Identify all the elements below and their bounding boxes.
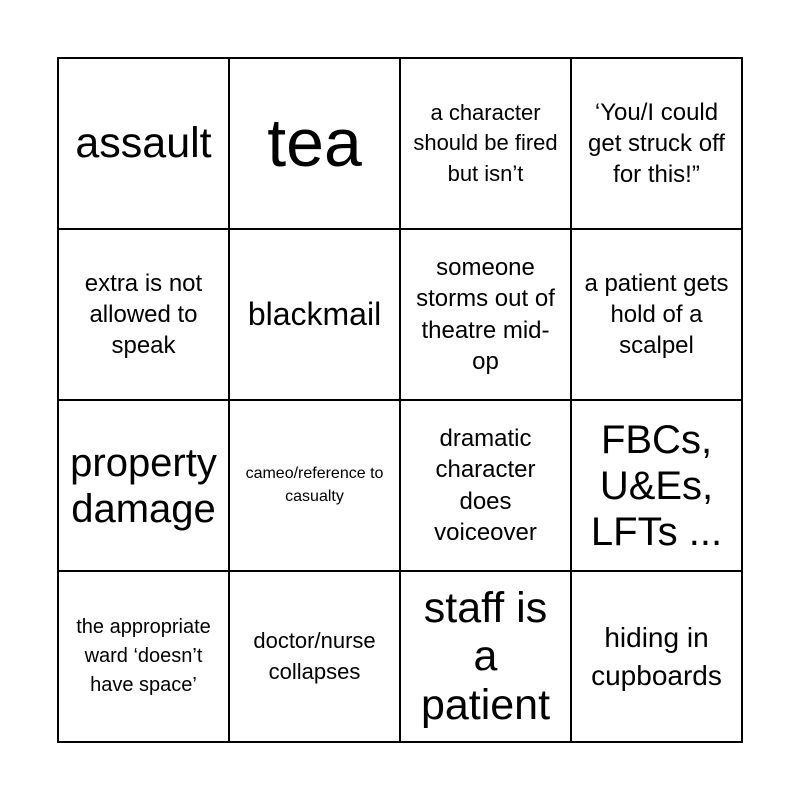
bingo-cell-patient-gets-scalpel[interactable] xyxy=(572,230,743,401)
bingo-cell-storms-out-of-theatre[interactable] xyxy=(401,230,572,401)
bingo-card xyxy=(57,57,743,743)
cell-label: a character should be fired but isn’t xyxy=(413,99,558,186)
cell-label: dramatic character does voiceover xyxy=(434,425,537,546)
cell-label: hiding in cupboards xyxy=(591,621,722,691)
cell-label: cameo/reference to casualty xyxy=(245,465,384,505)
bingo-cell-extra-not-allowed-to-speak[interactable] xyxy=(59,230,230,401)
cell-label: ‘You/I could get struck off for this!” xyxy=(588,98,725,189)
bingo-cell-property-damage[interactable] xyxy=(59,401,230,572)
cell-label: tea xyxy=(267,104,362,181)
bingo-cell-doctor-nurse-collapses[interactable] xyxy=(230,572,401,743)
cell-label: extra is not allowed to speak xyxy=(84,269,203,360)
cell-label: doctor/nurse collapses xyxy=(253,628,376,684)
cell-label: blackmail xyxy=(247,296,382,333)
cell-label: staff is a patient xyxy=(420,584,551,729)
bingo-cell-staff-is-patient[interactable] xyxy=(401,572,572,743)
bingo-cell-dramatic-voiceover[interactable] xyxy=(401,401,572,572)
bingo-cell-cameo-casualty[interactable] xyxy=(230,401,401,572)
cell-label: assault xyxy=(75,119,212,168)
cell-label: the appropriate ward ‘doesn’t have space’ xyxy=(76,616,211,696)
bingo-cell-assault[interactable] xyxy=(59,59,230,230)
cell-label: FBCs, U&Es, LFTs ... xyxy=(590,417,723,554)
cell-label: property damage xyxy=(70,440,217,531)
bingo-cell-tea[interactable] xyxy=(230,59,401,230)
bingo-cell-hiding-in-cupboards[interactable] xyxy=(572,572,743,743)
bingo-cell-character-should-be-fired[interactable] xyxy=(401,59,572,230)
bingo-cell-blackmail[interactable] xyxy=(230,230,401,401)
bingo-cell-struck-off[interactable] xyxy=(572,59,743,230)
bingo-cell-ward-no-space[interactable] xyxy=(59,572,230,743)
bingo-cell-blood-tests[interactable] xyxy=(572,401,743,572)
cell-label: someone storms out of theatre mid-op xyxy=(416,254,555,375)
cell-label: a patient gets hold of a scalpel xyxy=(584,269,729,360)
